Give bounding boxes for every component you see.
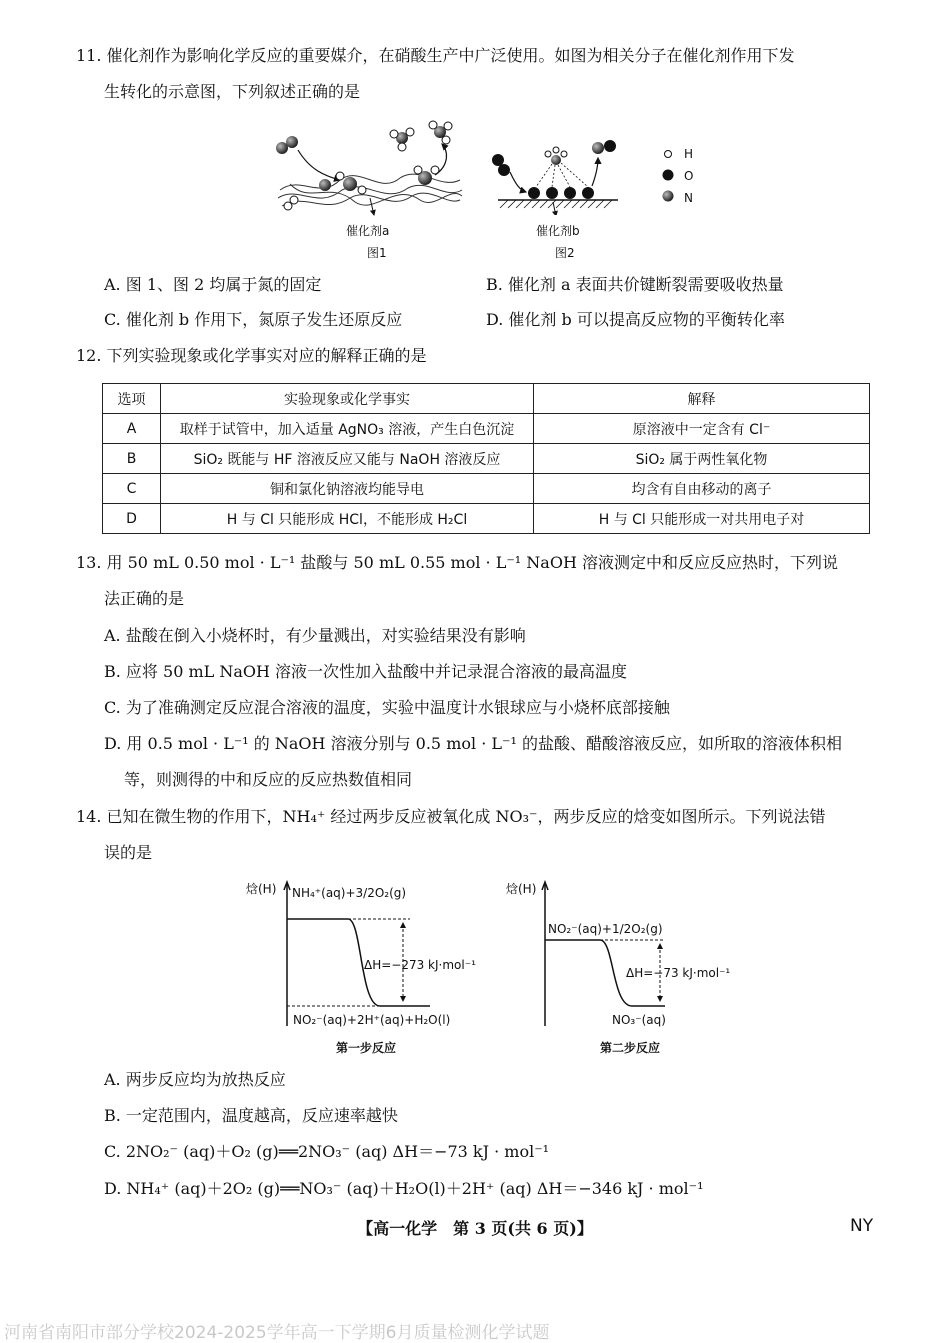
q13-stem-line2: 法正确的是 [104,589,185,608]
diagram2-top-level: NO₂⁻(aq)+1/2O₂(g) [548,922,663,936]
table-header-cell: 选项 [103,384,161,414]
q13-option-d-line1: D. 用 0.5 mol · L⁻¹ 的 NaOH 溶液分别与 0.5 mol · L⁻¹ 的盐酸、醋酸溶液反应，如所取的溶液体积相 [104,734,842,753]
table-header-cell: 解释 [534,384,870,414]
table-cell: H 与 Cl 只能形成一对共用电子对 [534,504,870,534]
q11-figure-1 [270,120,470,260]
corner-code: NY [850,1216,874,1236]
diagram1-top-level: NH₄⁺(aq)+3/2O₂(g) [292,886,407,900]
q11-fig2-caption: 图2 [555,246,575,260]
diagram2-dh: ΔH=−73 kJ·mol⁻¹ [626,966,731,980]
q14-stem-line2: 误的是 [104,843,153,862]
q13-option-b: B. 应将 50 mL NaOH 溶液一次性加入盐酸中并记录混合溶液的最高温度 [104,662,628,681]
q12-table [102,383,870,534]
table-cell: SiO₂ 属于两性氧化物 [534,444,870,474]
q13-option-d-line2: 等，则测得的中和反应的反应热数值相同 [124,770,413,789]
page-footer: 【高一化学 第 3 页(共 6 页)】 [357,1219,593,1238]
table-row [103,414,870,444]
q11-stem-line2: 生转化的示意图，下列叙述正确的是 [104,82,361,101]
table-cell: C [103,474,161,504]
q11-figure-2 [488,130,628,215]
diagram1-dh: ΔH=−273 kJ·mol⁻¹ [364,958,476,972]
table-row [103,504,870,534]
diagram2-bottom-level: NO₃⁻(aq) [612,1013,666,1027]
diagram2-ylabel: 焓(H) [506,882,537,896]
q13-option-a: A. 盐酸在倒入小烧杯时，有少量溅出，对实验结果没有影响 [104,626,526,645]
table-row [103,444,870,474]
diagram1-caption: 第一步反应 [336,1041,397,1055]
table-cell: B [103,444,161,474]
legend-n-label: N [684,191,693,205]
table-cell: SiO₂ 既能与 HF 溶液反应又能与 NaOH 溶液反应 [161,444,534,474]
q13-option-c: C. 为了准确测定反应混合溶液的温度，实验中温度计水银球应与小烧杯底部接触 [104,698,670,717]
table-cell: 均含有自由移动的离子 [534,474,870,504]
table-header-row [103,384,870,414]
table-cell: D [103,504,161,534]
table-cell: 取样于试管中，加入适量 AgNO₃ 溶液，产生白色沉淀 [161,414,534,444]
table-row [103,474,870,504]
q11-stem-line1: 11. 催化剂作为影响化学反应的重要媒介，在硝酸生产中广泛使用。如图为相关分子在催化剂作用下发 [76,46,795,65]
table-cell: 铜和氯化钠溶液均能导电 [161,474,534,504]
q11-fig1-label: 催化剂a [346,224,390,238]
diagram2-caption: 第二步反应 [600,1041,661,1055]
q14-stem-line1: 14. 已知在微生物的作用下，NH₄⁺ 经过两步反应被氧化成 NO₃⁻，两步反应的焓变如图所示。下列说法错 [76,807,826,826]
q11-option-d: D. 催化剂 b 可以提高反应物的平衡转化率 [486,310,785,329]
q14-option-c: C. 2NO₂⁻ (aq)＋O₂ (g)══2NO₃⁻ (aq) ΔH＝−73 kJ · mol⁻¹ [104,1142,550,1161]
legend-o-label: O [684,169,694,183]
q14-energy-diagram-2 [500,878,700,1038]
table-cell: H 与 Cl 只能形成 HCl，不能形成 H₂Cl [161,504,534,534]
watermark: 河南省南阳市部分学校2024-2025学年高一下学期6月质量检测化学试题 [4,1323,550,1343]
table-cell: 原溶液中一定含有 Cl⁻ [534,414,870,444]
table-header-cell: 实验现象或化学事实 [161,384,534,414]
q14-option-a: A. 两步反应均为放热反应 [104,1070,286,1089]
legend-h-label: H [684,147,694,161]
q11-option-b: B. 催化剂 a 表面共价键断裂需要吸收热量 [486,275,784,294]
q11-fig1-caption: 图1 [367,246,387,260]
q14-option-b: B. 一定范围内，温度越高，反应速率越快 [104,1106,398,1125]
q13-stem-line1: 13. 用 50 mL 0.50 mol · L⁻¹ 盐酸与 50 mL 0.55 mol · L⁻¹ NaOH 溶液测定中和反应反应热时，下列说 [76,553,838,572]
diagram1-bottom-level: NO₂⁻(aq)+2H⁺(aq)+H₂O(l) [293,1013,451,1027]
diagram1-ylabel: 焓(H) [246,882,277,896]
q11-legend [660,146,680,206]
table-cell: A [103,414,161,444]
q12-stem: 12. 下列实验现象或化学事实对应的解释正确的是 [76,346,427,365]
q11-fig2-label: 催化剂b [536,224,580,238]
q14-option-d: D. NH₄⁺ (aq)＋2O₂ (g)══NO₃⁻ (aq)＋H₂O(l)＋2H⁺ (aq) ΔH＝−346 kJ · mol⁻¹ [104,1179,704,1198]
q11-option-c: C. 催化剂 b 作用下，氮原子发生还原反应 [104,310,403,329]
q11-option-a: A. 图 1、图 2 均属于氮的固定 [104,275,322,294]
